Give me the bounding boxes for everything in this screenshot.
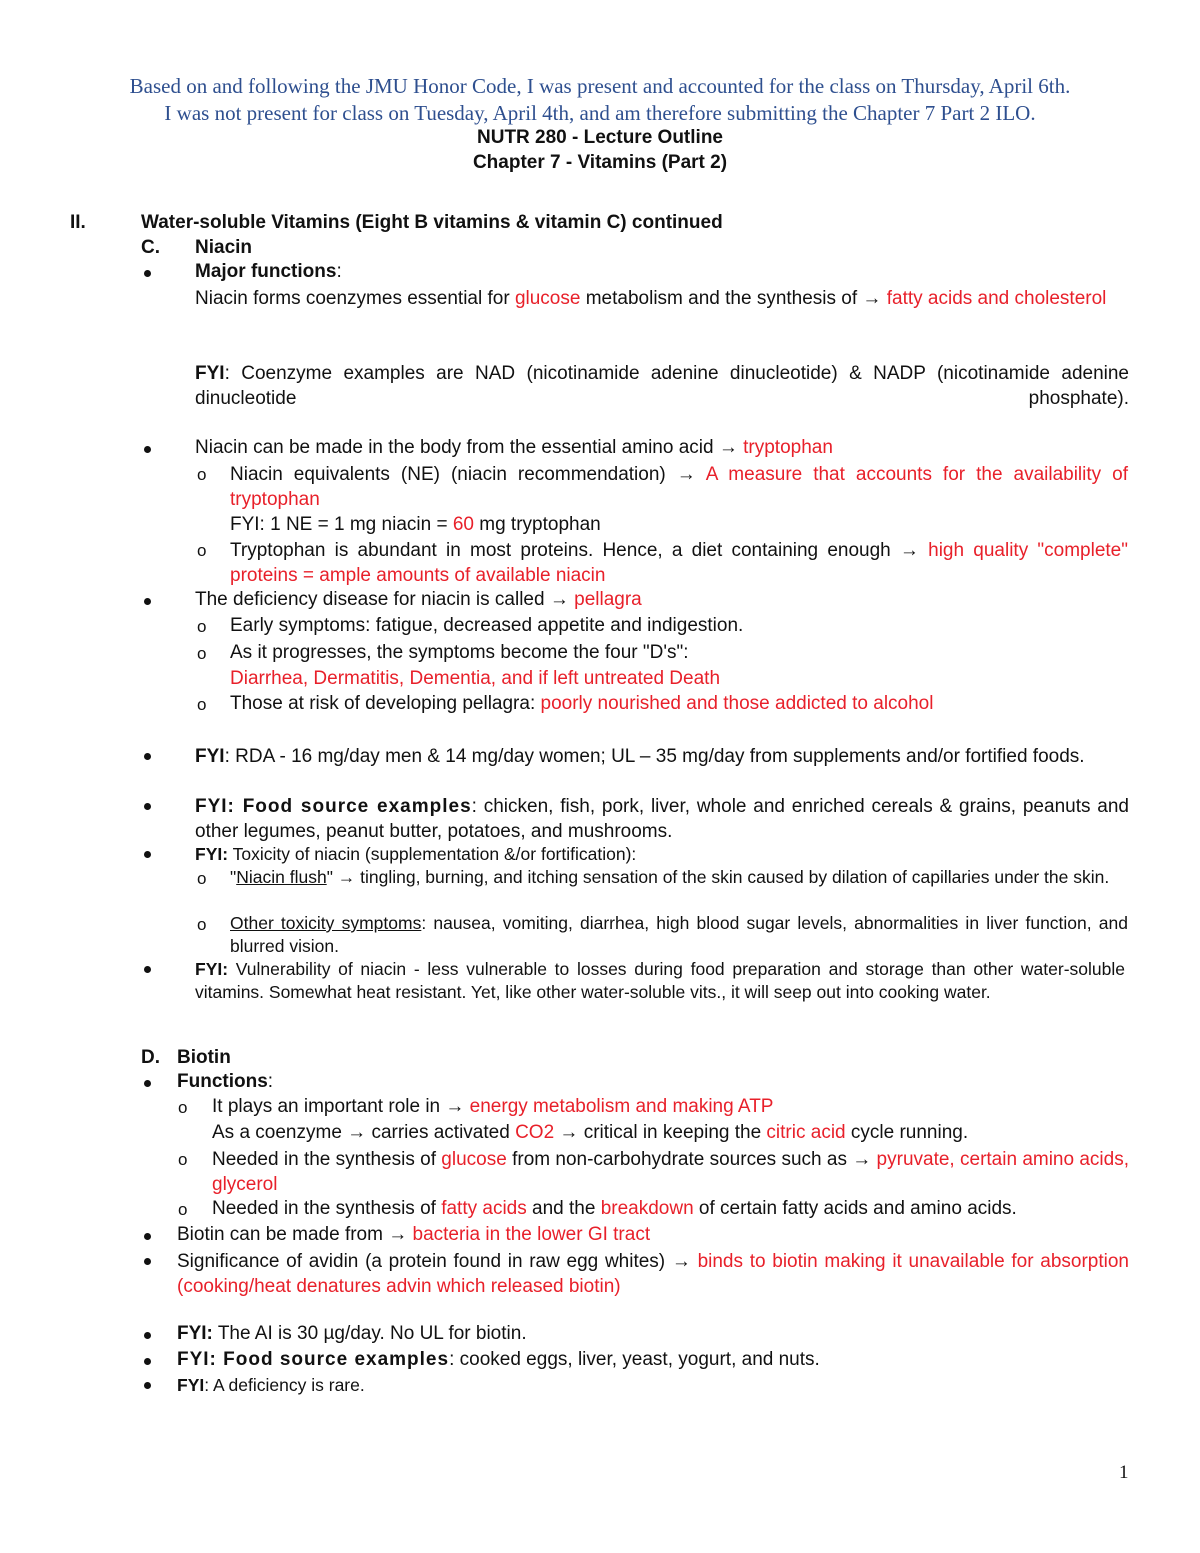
niacin-other-toxicity: Other toxicity symptoms: nausea, vomiting, diarrhea, high blood sugar levels, abnormalities in liver function, and blurred vision.	[230, 913, 1128, 956]
page-number: 1	[1119, 1462, 1129, 1483]
niacin-vulnerability: FYI: Vulnerability of niacin - less vulnerable to losses during food preparation and storage than other water-soluble vitamins. Somewhat heat resistant. Yet, like other water-soluble vits., it will seep out into cooking water.	[195, 959, 1125, 1002]
sub-bullet: o	[197, 617, 207, 636]
bullet	[144, 270, 151, 277]
biotin-functions: Functions:	[177, 1071, 274, 1092]
sub-bullet: o	[178, 1150, 188, 1169]
section-heading: Water-soluble Vitamins (Eight B vitamins & vitamin C) continued	[141, 212, 723, 233]
niacin-forms-coenzymes: Niacin forms coenzymes essential for glucose metabolism and the synthesis of → fatty acids and cholesterol	[195, 288, 1107, 309]
honor-statement-line-1: Based on and following the JMU Honor Code, I was present and accounted for the class on Thursday, April 6th.	[129, 74, 1071, 98]
sub-bullet: o	[197, 915, 207, 934]
niacin-food-sources: FYI: Food source examples: chicken, fish, pork, liver, whole and enriched cereals & grains, peanuts and other legumes, peanut butter, potatoes, and mushrooms.	[195, 796, 1129, 842]
bullet	[144, 1080, 151, 1087]
document-title: NUTR 280 - Lecture Outline	[477, 127, 723, 148]
sub-bullet: o	[197, 541, 207, 560]
sub-bullet: o	[197, 465, 207, 484]
sub-bullet: o	[178, 1200, 188, 1219]
biotin-avidin: Significance of avidin (a protein found in raw egg whites) → binds to biotin making it unavailable for absorption (cooking/heat denatures advin which released biotin)	[177, 1251, 1129, 1297]
niacin-at-risk: Those at risk of developing pellagra: poorly nourished and those addicted to alcohol	[230, 693, 934, 714]
bullet	[144, 1332, 151, 1339]
biotin-coenzyme: As a coenzyme → carries activated CO2 → critical in keeping the citric acid cycle running.	[212, 1122, 969, 1143]
bullet	[144, 1258, 151, 1265]
sub-bullet: o	[197, 695, 207, 714]
biotin-made-from: Biotin can be made from → bacteria in the lower GI tract	[177, 1224, 651, 1245]
sub-bullet: o	[197, 644, 207, 663]
bullet	[144, 966, 151, 973]
bullet	[144, 446, 151, 453]
niacin-coenzyme-examples: FYI: Coenzyme examples are NAD (nicotinamide adenine dinucleotide) & NADP (nicotinamide adenine dinucleotide phosphate).	[195, 363, 1129, 409]
bullet	[144, 803, 151, 810]
niacin-ne-fyi: FYI: 1 NE = 1 mg niacin = 60 mg tryptophan	[230, 514, 601, 535]
bullet	[144, 1382, 151, 1389]
niacin-toxicity: FYI: Toxicity of niacin (supplementation &/or fortification):	[195, 844, 637, 864]
niacin-rda: FYI: RDA - 16 mg/day men & 14 mg/day women; UL – 35 mg/day from supplements and/or fortified foods.	[195, 746, 1085, 767]
biotin-letter: D.	[141, 1047, 160, 1068]
niacin-letter: C.	[141, 237, 160, 258]
bullet	[144, 1233, 151, 1240]
biotin-glucose-synthesis: Needed in the synthesis of glucose from non-carbohydrate sources such as → pyruvate, certain amino acids, glycerol	[212, 1149, 1130, 1195]
sub-bullet: o	[197, 869, 207, 888]
bullet	[144, 753, 151, 760]
section-numeral: II.	[70, 212, 86, 233]
sub-bullet: o	[178, 1098, 188, 1117]
niacin-progression: As it progresses, the symptoms become the four "D's":	[230, 642, 689, 663]
niacin-equivalents: Niacin equivalents (NE) (niacin recommendation) → A measure that accounts for the availability of tryptophan	[230, 464, 1128, 510]
niacin-four-ds: Diarrhea, Dermatitis, Dementia, and if left untreated Death	[230, 668, 721, 689]
niacin-tryptophan-abundant: Tryptophan is abundant in most proteins. Hence, a diet containing enough → high quality "complete" proteins = ample amounts of available niacin	[230, 540, 1128, 586]
niacin-heading: Niacin	[195, 237, 253, 258]
niacin-early-symptoms: Early symptoms: fatigue, decreased appetite and indigestion.	[230, 615, 744, 636]
bullet	[144, 1358, 151, 1365]
biotin-deficiency-rare: FYI: A deficiency is rare.	[177, 1375, 365, 1395]
bullet	[144, 851, 151, 858]
honor-statement-line-2: I was not present for class on Tuesday, April 4th, and am therefore submitting the Chapter 7 Part 2 ILO.	[164, 101, 1036, 125]
biotin-fatty-acid-synthesis: Needed in the synthesis of fatty acids and the breakdown of certain fatty acids and amino acids.	[212, 1198, 1017, 1219]
niacin-deficiency-disease: The deficiency disease for niacin is called → pellagra	[195, 589, 642, 610]
niacin-flush: "Niacin flush" → tingling, burning, and itching sensation of the skin caused by dilation of capillaries under the skin.	[230, 867, 1110, 887]
bullet	[144, 598, 151, 605]
biotin-heading: Biotin	[177, 1047, 231, 1068]
niacin-major-functions: Major functions:	[195, 261, 342, 282]
niacin-made-from-tryptophan: Niacin can be made in the body from the essential amino acid → tryptophan	[195, 437, 833, 458]
document-subtitle: Chapter 7 - Vitamins (Part 2)	[472, 152, 728, 173]
biotin-energy-role: It plays an important role in → energy metabolism and making ATP	[212, 1096, 774, 1117]
biotin-food-sources: FYI: Food source examples: cooked eggs, liver, yeast, yogurt, and nuts.	[177, 1349, 820, 1370]
biotin-ai: FYI: The AI is 30 µg/day. No UL for biotin.	[177, 1323, 527, 1344]
